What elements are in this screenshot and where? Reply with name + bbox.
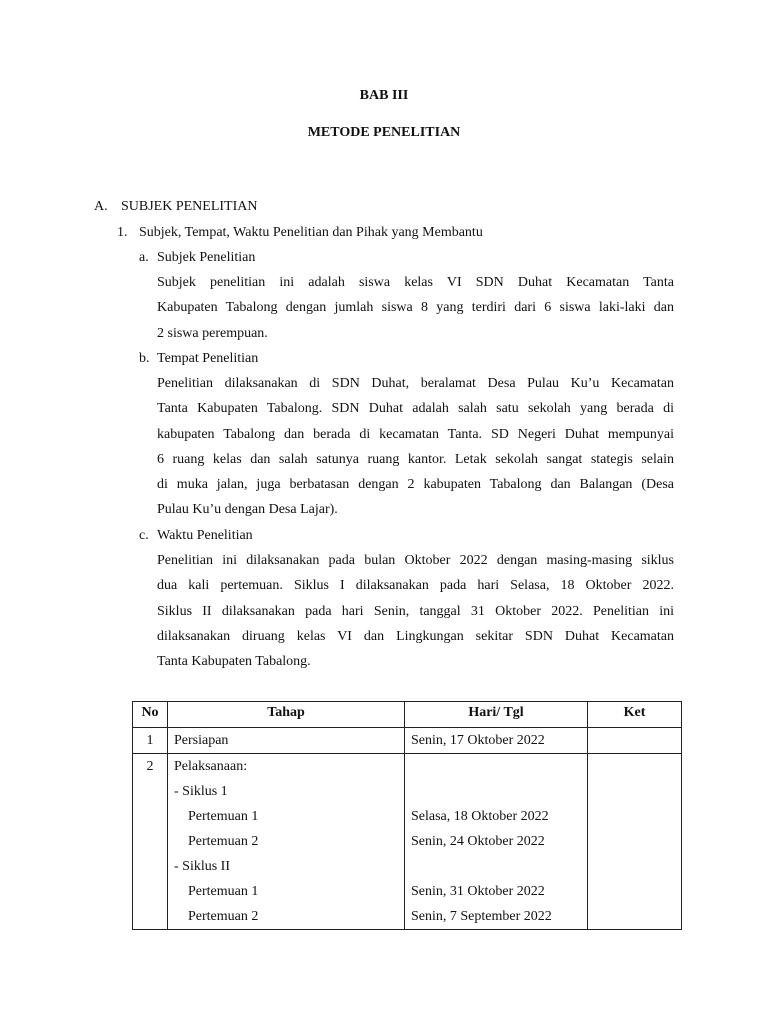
paragraph-line: Pulau Ku’u dengan Desa Lajar). (157, 502, 338, 518)
item-c-title: Waktu Penelitian (157, 528, 253, 543)
paragraph-line: Tanta Kabupaten Tabalong. SDN Duhat adalah salah satu sekolah yang berada di (157, 401, 674, 417)
chapter-heading: BAB III (359, 88, 409, 103)
tahap-line: Pertemuan 1 (188, 884, 259, 899)
cell-no: 2 (133, 754, 168, 930)
header-hari-tgl: Hari/ Tgl (405, 702, 588, 728)
schedule-table (132, 701, 682, 930)
item-b-letter: b. (139, 351, 150, 366)
paragraph-line: Penelitian ini dilaksanakan pada bulan Oktober 2022 dengan masing-masing siklus (157, 553, 674, 568)
paragraph-line: Kabupaten Tabalong dengan jumlah siswa 8 yang terdiri dari 6 siswa laki-laki dan (157, 300, 674, 316)
table-row (133, 728, 682, 754)
hari-line: Senin, 7 September 2022 (411, 909, 552, 924)
paragraph-line: 6 ruang kelas dan salah satunya ruang kantor. Letak sekolah sangat stategis selain (157, 451, 674, 467)
hari-line: Senin, 24 Oktober 2022 (411, 834, 545, 849)
cell-tahap (168, 754, 405, 930)
item-a-paragraph (157, 270, 674, 346)
tahap-line: Pertemuan 1 (188, 809, 259, 824)
table-header-row (133, 702, 682, 728)
cell-no: 1 (133, 728, 168, 754)
item-a-title: Subjek Penelitian (157, 250, 256, 265)
hari-line (411, 854, 581, 879)
hari-line (411, 779, 581, 804)
item-c-paragraph (157, 548, 674, 674)
section-title: SUBJEK PENELITIAN (121, 199, 258, 214)
header-tahap: Tahap (168, 702, 405, 728)
paragraph-line: kabupaten Tabalong dan berada di kecamatan Tanta. SD Negeri Duhat mempunyai (157, 426, 674, 442)
item-b-title: Tempat Penelitian (157, 351, 259, 366)
item-c-letter: c. (139, 528, 149, 543)
paragraph-line: Tanta Kabupaten Tabalong. (157, 654, 311, 670)
cell-ket (588, 728, 682, 754)
table-row (133, 754, 682, 930)
section-label: A. (94, 199, 108, 214)
hari-line: Senin, 31 Oktober 2022 (411, 884, 545, 899)
cell-ket (588, 754, 682, 930)
paragraph-line: dilaksanakan diruang kelas VI dan Lingkungan sekitar SDN Duhat Kecamatan (157, 628, 674, 644)
tahap-line: - Siklus II (174, 859, 230, 874)
paragraph-line: di muka jalan, juga berbatasan dengan 2 kabupaten Tabalong dan Balangan (Desa (157, 477, 674, 493)
tahap-line: - Siklus 1 (174, 784, 228, 799)
item-b-paragraph (157, 371, 674, 523)
paragraph-line: Penelitian dilaksanakan di SDN Duhat, beralamat Desa Pulau Ku’u Kecamatan (157, 376, 674, 391)
paragraph-line: Subjek penelitian ini adalah siswa kelas VI SDN Duhat Kecamatan Tanta (157, 275, 674, 290)
paragraph-line: 2 siswa perempuan. (157, 325, 268, 341)
chapter-title: METODE PENELITIAN (307, 125, 461, 140)
paragraph-line: dua kali pertemuan. Siklus I dilaksanakan pada hari Selasa, 18 Oktober 2022. (157, 578, 674, 594)
cell-hari: Senin, 17 Oktober 2022 (405, 728, 588, 754)
item-a-letter: a. (139, 250, 149, 265)
hari-line: Selasa, 18 Oktober 2022 (411, 809, 549, 824)
tahap-line: Pertemuan 2 (188, 834, 259, 849)
paragraph-line: Siklus II dilaksanakan pada hari Senin, tanggal 31 Oktober 2022. Penelitian ini (157, 603, 674, 619)
hari-line (411, 754, 581, 779)
subsection-number: 1. (117, 225, 128, 240)
cell-hari (405, 754, 588, 930)
tahap-line: Pertemuan 2 (188, 909, 259, 924)
tahap-line: Pelaksanaan: (174, 759, 248, 774)
header-no: No (133, 702, 168, 728)
cell-tahap: Persiapan (168, 728, 405, 754)
header-ket: Ket (588, 702, 682, 728)
subsection-title: Subjek, Tempat, Waktu Penelitian dan Pihak yang Membantu (139, 225, 483, 240)
